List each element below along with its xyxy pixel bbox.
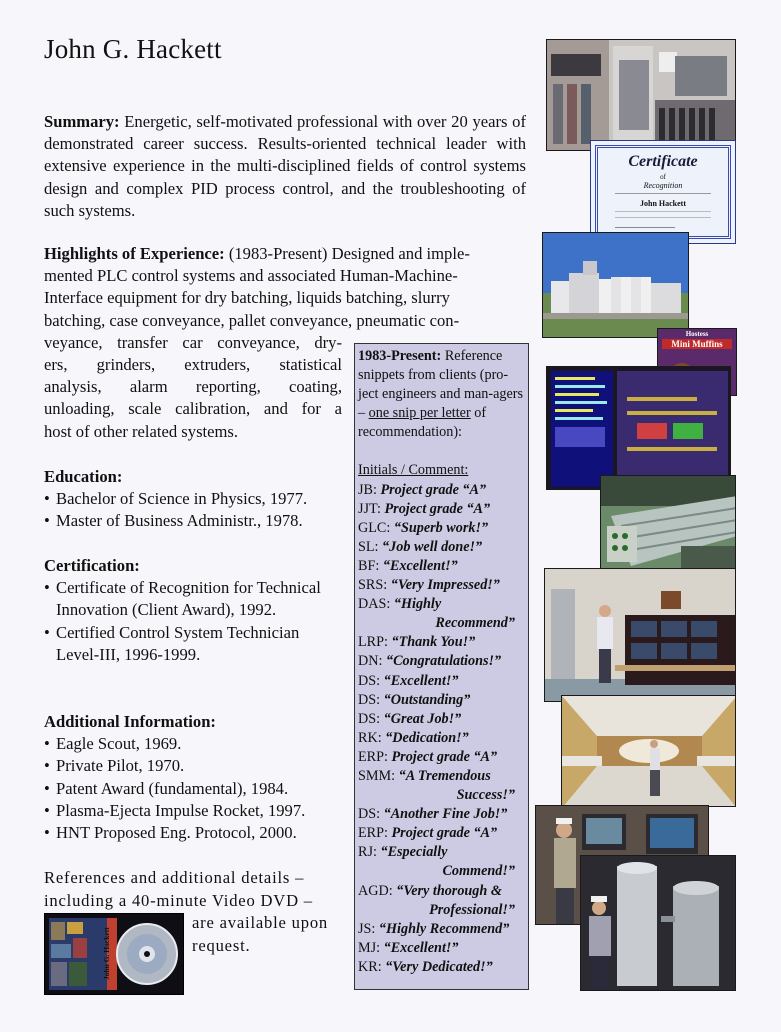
summary-label: Summary: — [44, 112, 120, 131]
snippet-comment: “Highly Recommend” — [378, 920, 510, 937]
snippet-initials: JJT: — [358, 500, 381, 517]
snippet-row — [358, 576, 525, 595]
conveyor-photo — [600, 475, 736, 577]
snippet-row — [358, 843, 525, 881]
snippet-row — [358, 652, 525, 671]
dvd-cover-image — [44, 913, 184, 995]
muffin-brand: Hostess — [685, 330, 709, 338]
snippets-intro: 1983-Present: Reference snippets from clients (pro-ject engineers and man-agers – one snip per letter of recommendation): — [358, 348, 524, 441]
snippet-row — [358, 920, 525, 939]
highlights-section: Highlights of Experience: (1983-Present) Designed and imple- mented PLC control systems and associated Human-Machine- Interface equipment for dry batching, liquids batching, slurry batching, case conveyance, pallet conveyance, pneumatic con- veyance, transfer car conveyance, dry- ers, grinders, extruders, statistical analysis, alarm reporting, coating, unloading, scale calibration, and for a host of other related systems. — [44, 244, 470, 441]
snippets-column-header: Initials / Comment: — [358, 462, 469, 479]
snippet-comment-cont: Professional!” — [429, 901, 515, 918]
snippets-list — [358, 481, 525, 977]
snippet-row — [358, 557, 525, 576]
snippet-initials: AGD: — [358, 882, 393, 899]
snippet-initials: RK: — [358, 729, 382, 746]
snippet-initials: SMM: — [358, 767, 396, 784]
snippet-comment: “Highly — [393, 596, 442, 613]
snippet-comment-cont: Commend!” — [442, 863, 515, 880]
snippet-row — [358, 767, 525, 805]
snippet-row — [358, 710, 525, 729]
snippet-initials: BF: — [358, 557, 380, 574]
snippet-comment: Project grade “A” — [380, 481, 487, 498]
list-item: • Private Pilot, 1970. — [44, 755, 305, 777]
snippet-row — [358, 824, 525, 843]
snippet-row — [358, 500, 525, 519]
snippet-comment: “Great Job!” — [383, 710, 462, 727]
snippet-row — [358, 939, 525, 958]
snippet-initials: DS: — [358, 806, 381, 823]
list-item: • Eagle Scout, 1969. — [44, 733, 305, 755]
snippet-comment: “Superb work!” — [393, 519, 489, 536]
snippet-initials: KR: — [358, 958, 382, 975]
snippet-initials: ERP: — [358, 825, 388, 842]
list-item: • Certificate of Recognition for Technical Innovation (Client Award), 1992. — [44, 577, 339, 621]
snippet-initials: MJ: — [358, 939, 381, 956]
certificate-image: Certificate of Recognition John Hackett — [590, 140, 736, 244]
snippet-row — [358, 595, 525, 633]
additional-heading: Additional Information: — [44, 712, 216, 731]
page-title: John G. Hackett — [44, 34, 222, 64]
snippet-row — [358, 958, 525, 977]
snippet-initials: JS: — [358, 920, 376, 937]
snippet-row — [358, 481, 525, 500]
hmi-screen-photo — [546, 366, 731, 490]
snippet-comment: Project grade “A” — [384, 500, 491, 517]
snippet-comment: Project grade “A” — [391, 825, 498, 842]
snippet-comment: “Especially — [380, 844, 448, 861]
control-room-photo — [544, 568, 736, 702]
snippet-comment: “Congratulations!” — [385, 653, 502, 670]
certificate-title: Certificate — [628, 153, 698, 170]
snippet-initials: DN: — [358, 653, 383, 670]
snippet-comment: “Excellent!” — [382, 557, 458, 574]
list-item: • Plasma-Ejecta Impulse Rocket, 1997. — [44, 800, 305, 822]
snippet-comment: “Another Fine Job!” — [383, 806, 508, 823]
muffin-product: Mini Muffins — [662, 339, 732, 349]
snippet-comment-cont: Success!” — [456, 787, 515, 804]
snippet-row — [358, 519, 525, 538]
list-item: • Bachelor of Science in Physics, 1977. — [44, 488, 307, 510]
snippet-initials: LRP: — [358, 634, 388, 651]
snippet-comment: “Very Dedicated!” — [385, 958, 493, 975]
additional-section — [44, 711, 305, 844]
snippet-initials: RJ: — [358, 844, 377, 861]
snippet-initials: DAS: — [358, 596, 391, 613]
snippet-row — [358, 748, 525, 767]
snippet-row — [358, 805, 525, 824]
snippet-initials: DS: — [358, 672, 381, 689]
highlights-label: Highlights of Experience: — [44, 244, 225, 263]
snippet-row — [358, 882, 525, 920]
snippet-comment: “Excellent!” — [383, 939, 459, 956]
list-item: • HNT Proposed Eng. Protocol, 2000. — [44, 822, 305, 844]
list-item: • Master of Business Administr., 1978. — [44, 510, 307, 532]
snippet-comment: “Very Impressed!” — [390, 577, 500, 594]
snippet-initials: JB: — [358, 481, 377, 498]
factory-photo — [542, 232, 689, 338]
summary-section — [44, 111, 526, 222]
snippet-comment: “Outstanding” — [383, 691, 471, 708]
reference-snippets-box — [354, 343, 529, 990]
snippet-initials: DS: — [358, 710, 381, 727]
list-item: • Certified Control System Technician Level-III, 1996-1999. — [44, 622, 316, 666]
snippet-comment-cont: Recommend” — [435, 615, 515, 632]
control-panel-photo — [546, 39, 736, 151]
snippet-row — [358, 633, 525, 652]
snippet-comment: “Dedication!” — [385, 729, 469, 746]
snippet-row — [358, 672, 525, 691]
education-section — [44, 466, 307, 533]
dvd-label: John G. Hackett — [102, 927, 111, 981]
list-item: • Patent Award (fundamental), 1984. — [44, 778, 305, 800]
snippet-comment: “Thank You!” — [391, 634, 476, 651]
snippet-comment: “Excellent!” — [383, 672, 459, 689]
snippet-initials: DS: — [358, 691, 381, 708]
snippet-comment: Project grade “A” — [391, 748, 498, 765]
snippet-initials: GLC: — [358, 519, 391, 536]
summary-text: Energetic, self-motivated professional with over 20 years of demonstrated career success. Results-oriented technical leader with extensive experience in the multi-disciplined fields of control systems design and complex PID process control, and the troubleshooting of such systems. — [44, 112, 526, 220]
certification-heading: Certification: — [44, 556, 140, 575]
snippet-row — [358, 691, 525, 710]
silo-interior-photo — [561, 695, 736, 807]
snippet-comment: “Very thorough & — [396, 882, 502, 899]
snippet-row — [358, 729, 525, 748]
snippet-initials: SL: — [358, 538, 379, 555]
snippet-comment: “A Tremendous — [398, 767, 491, 784]
tanks-photo — [580, 855, 736, 991]
snippet-initials: ERP: — [358, 748, 388, 765]
certification-section — [44, 555, 339, 666]
references-text: References and additional details – including a 40-minute Video DVD – are available upon request. — [44, 868, 329, 955]
education-heading: Education: — [44, 467, 123, 486]
snippet-comment: “Job well done!” — [382, 538, 483, 555]
snippet-row — [358, 538, 525, 557]
snippet-initials: SRS: — [358, 577, 388, 594]
